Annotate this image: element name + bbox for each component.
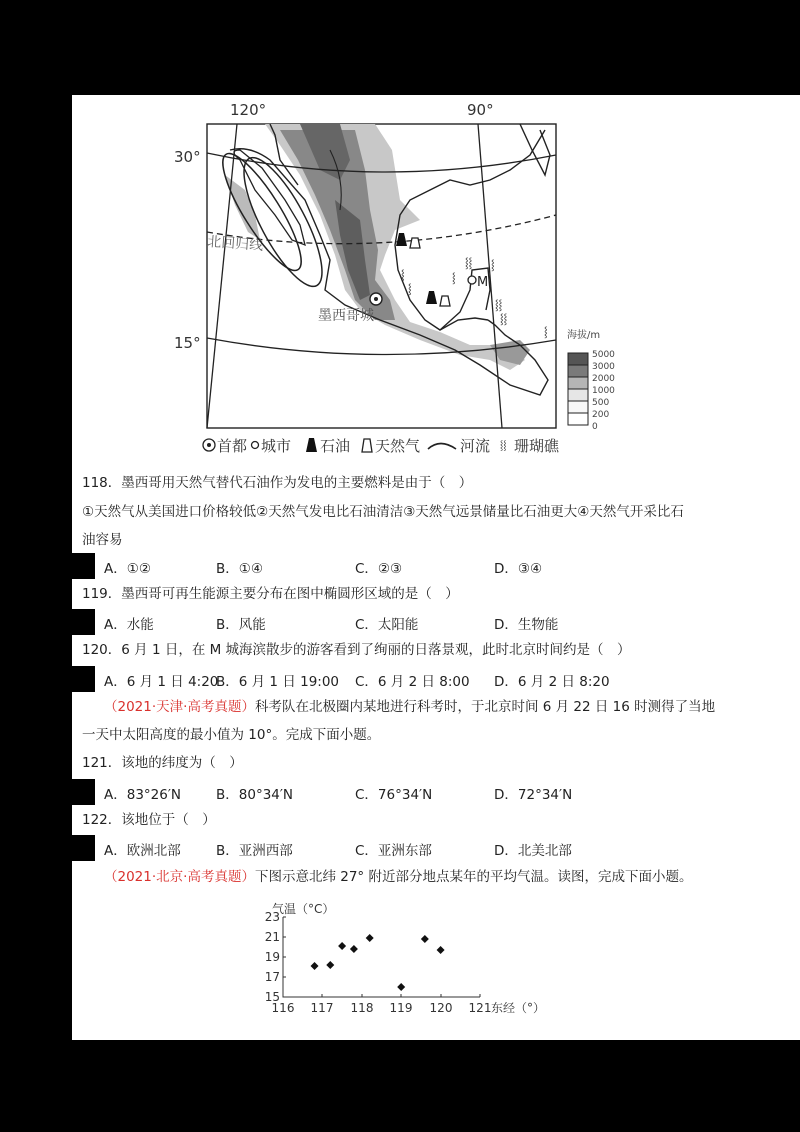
tianjin-intro-line1 xyxy=(104,698,715,716)
q118-stem: 118．墨西哥用天然气替代石油作为发电的主要燃料是由于（ ） xyxy=(82,475,473,491)
capital-icon xyxy=(370,293,382,305)
svg-text:5000: 5000 xyxy=(592,350,615,360)
intro-text: 科考队在北极圈内某地进行科考时，于北京时间 6 月 22 日 16 时测得了当地 xyxy=(254,699,716,715)
svg-text:118: 118 xyxy=(350,1001,374,1015)
q120-option-a[interactable]: A．6 月 1 日 4:20 xyxy=(104,674,219,690)
q118-option-a[interactable]: A．①② xyxy=(104,561,151,577)
lon-label-120: 120° xyxy=(230,101,267,119)
q122-options xyxy=(72,835,800,861)
q118-statements-line1: ①天然气从美国进口价格较低②天然气发电比石油清洁③天然气远景储量比石油更大④天然气开采比石 xyxy=(82,504,684,520)
svg-text:⸾: ⸾ xyxy=(408,284,412,295)
q119-option-a[interactable]: A．水能 xyxy=(104,617,154,633)
coral-reef-icon: ⸾⸾ xyxy=(500,441,507,451)
svg-text:23: 23 xyxy=(264,910,280,924)
svg-text:121: 121 xyxy=(468,1001,492,1015)
mexico-map-figure xyxy=(170,95,640,465)
source-tag: （2021·北京·高考真题） xyxy=(104,869,255,885)
oil-icon xyxy=(306,438,317,452)
q119-option-b[interactable]: B．风能 xyxy=(216,617,266,633)
gas-icon xyxy=(410,238,420,248)
x-axis-label: 东经（°） xyxy=(491,1001,546,1015)
svg-text:⸾: ⸾ xyxy=(544,327,548,338)
chart-axes xyxy=(283,917,480,997)
q121-option-a[interactable]: A．83°26′N xyxy=(104,787,182,803)
source-tag: （2021·天津·高考真题） xyxy=(104,699,255,715)
q120-option-c[interactable]: C．6 月 2 日 8:00 xyxy=(355,674,470,690)
redaction-block xyxy=(72,553,95,579)
q119-option-d[interactable]: D．生物能 xyxy=(494,617,559,633)
y-tick-labels xyxy=(265,910,280,1004)
capital-label: 墨西哥城 xyxy=(318,308,374,324)
svg-text:首都: 首都 xyxy=(217,437,248,455)
svg-text:⸾: ⸾ xyxy=(452,273,456,284)
svg-text:⸾⸾: ⸾⸾ xyxy=(465,258,473,269)
lat-label-30: 30° xyxy=(174,148,201,166)
svg-text:3000: 3000 xyxy=(592,362,615,372)
svg-text:天然气: 天然气 xyxy=(375,437,421,455)
data-point-diamond xyxy=(326,961,334,969)
q121-option-d[interactable]: D．72°34′N xyxy=(494,787,573,803)
svg-text:⸾⸾: ⸾⸾ xyxy=(500,314,508,325)
svg-text:19: 19 xyxy=(264,950,280,964)
q119-option-c[interactable]: C．太阳能 xyxy=(355,617,419,633)
q118-options xyxy=(72,553,800,579)
x-tick-labels xyxy=(272,1001,492,1015)
gas-icon xyxy=(362,439,372,452)
q120-option-b[interactable]: B．6 月 1 日 19:00 xyxy=(216,674,340,690)
tianjin-intro-line2: 一天中太阳高度的最小值为 10°。完成下面小题。 xyxy=(82,727,381,743)
axis-ticks xyxy=(283,917,480,997)
data-point-diamond xyxy=(338,942,346,950)
q118-option-d[interactable]: D．③④ xyxy=(494,561,543,577)
svg-text:城市: 城市 xyxy=(261,437,292,455)
svg-text:河流: 河流 xyxy=(460,437,491,455)
q118-statements-line2: 油容易 xyxy=(82,532,123,548)
data-point-diamond xyxy=(311,962,319,970)
data-point-diamond xyxy=(437,946,445,954)
svg-text:21: 21 xyxy=(264,930,280,944)
city-m-icon xyxy=(468,276,476,284)
q121-option-b[interactable]: B．80°34′N xyxy=(216,787,294,803)
intro-text: 下图示意北纬 27° 附近部分地点某年的平均气温。读图，完成下面小题。 xyxy=(254,869,693,885)
svg-text:119: 119 xyxy=(389,1001,413,1015)
q118-option-c[interactable]: C．②③ xyxy=(355,561,403,577)
q122-option-d[interactable]: D．北美北部 xyxy=(494,843,572,859)
q119-options xyxy=(72,609,800,635)
q122-stem: 122．该地位于（ ） xyxy=(82,812,216,828)
svg-text:石油: 石油 xyxy=(320,437,351,455)
city-icon xyxy=(252,442,259,449)
data-point-diamond xyxy=(366,934,374,942)
lat-label-15: 15° xyxy=(174,334,201,352)
q122-option-c[interactable]: C．亚洲东部 xyxy=(355,843,432,859)
q120-options xyxy=(72,666,800,692)
q122-option-b[interactable]: B．亚洲西部 xyxy=(216,843,293,859)
temperature-scatter-chart xyxy=(250,895,550,1025)
q121-stem: 121．该地的纬度为（ ） xyxy=(82,755,243,771)
svg-text:2000: 2000 xyxy=(592,374,615,384)
gas-icon xyxy=(440,296,450,306)
q121-options xyxy=(72,779,800,805)
svg-text:15: 15 xyxy=(264,990,280,1004)
svg-text:500: 500 xyxy=(592,398,610,408)
tropic-label: 北回归线 xyxy=(206,234,264,254)
svg-text:1000: 1000 xyxy=(592,386,615,396)
symbol-legend xyxy=(203,437,560,455)
data-point-diamond xyxy=(397,983,405,991)
data-point-diamond xyxy=(350,945,358,953)
q121-option-c[interactable]: C．76°34′N xyxy=(355,787,433,803)
data-points xyxy=(311,934,445,991)
svg-text:⸾⸾: ⸾⸾ xyxy=(495,300,503,311)
svg-text:⸾: ⸾ xyxy=(401,270,405,281)
river-icon xyxy=(428,444,456,450)
svg-text:⸾: ⸾ xyxy=(491,260,495,271)
redaction-block xyxy=(72,666,95,692)
svg-text:120: 120 xyxy=(429,1001,453,1015)
q120-option-d[interactable]: D．6 月 2 日 8:20 xyxy=(494,674,610,690)
q122-option-a[interactable]: A．欧洲北部 xyxy=(104,843,181,859)
q119-stem: 119．墨西哥可再生能源主要分布在图中椭圆形区域的是（ ） xyxy=(82,586,459,602)
elevation-legend-title: 海拔/m xyxy=(567,330,601,341)
redaction-block xyxy=(72,835,95,861)
redaction-block xyxy=(72,779,95,805)
elevation-legend xyxy=(568,353,588,425)
elevation-legend-labels xyxy=(592,350,615,432)
city-m-label: M xyxy=(477,275,489,290)
y-axis-label: 气温（°C） xyxy=(272,902,335,916)
svg-text:200: 200 xyxy=(592,410,610,420)
q120-stem: 120．6 月 1 日，在 M 城海滨散步的游客看到了绚丽的日落景观，此时北京时间约是（ ） xyxy=(82,642,631,658)
q118-option-b[interactable]: B．①④ xyxy=(216,561,263,577)
svg-text:116: 116 xyxy=(271,1001,295,1015)
beijing-intro xyxy=(104,868,692,886)
data-point-diamond xyxy=(421,935,429,943)
redaction-block xyxy=(72,609,95,635)
svg-text:珊瑚礁: 珊瑚礁 xyxy=(514,437,560,455)
svg-text:0: 0 xyxy=(592,422,598,432)
svg-text:17: 17 xyxy=(264,970,280,984)
lon-label-90: 90° xyxy=(467,101,494,119)
svg-text:117: 117 xyxy=(310,1001,334,1015)
